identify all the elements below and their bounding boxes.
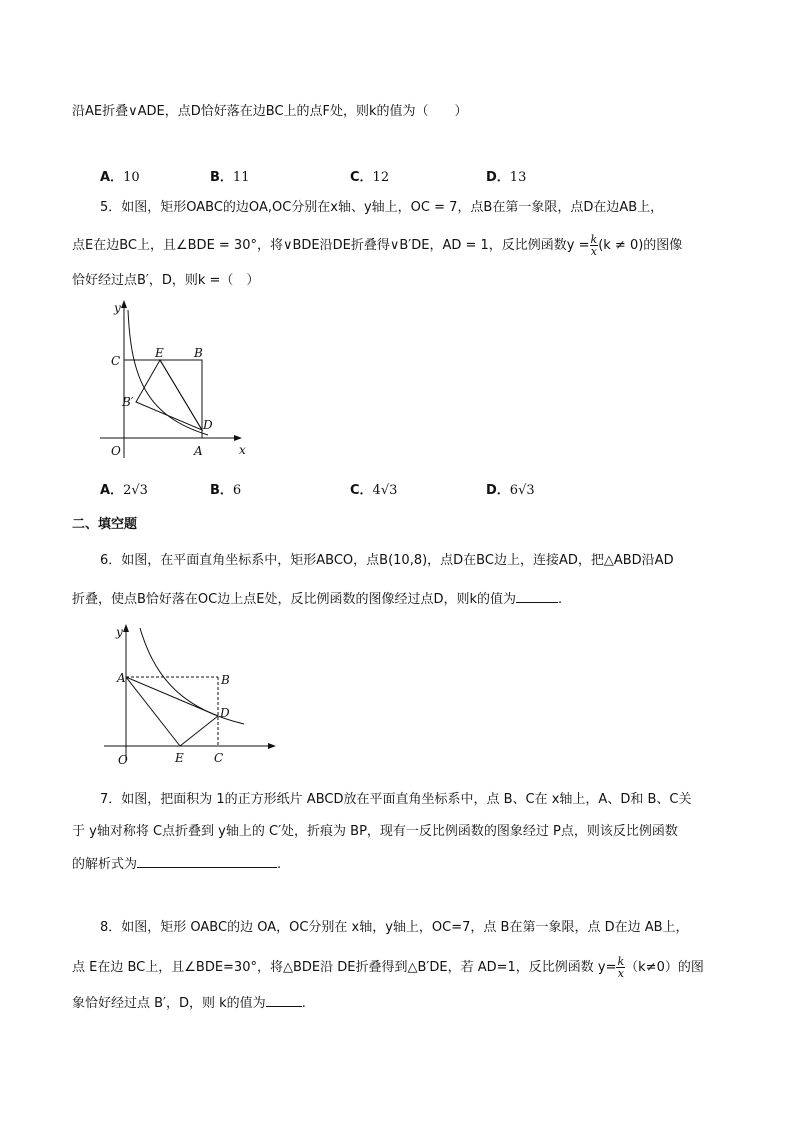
option-label: A．: [100, 170, 124, 185]
q7-line3-text: 的解析式为: [72, 857, 138, 872]
q5-fraction: [590, 234, 599, 257]
q6-answer-blank: [516, 590, 558, 603]
option-label: C．: [350, 170, 373, 185]
option-value: 10: [123, 170, 140, 185]
q8-fraction: [616, 956, 625, 979]
label-e: E: [175, 751, 184, 765]
q4-stem-text: 沿AE折叠∨ADE，点D恰好落在边BC上的点F处，则k的值为（ ）: [72, 104, 468, 119]
q5-stem-line1: 5．如图，矩形OABC的边OA,OC分别在x轴、y轴上，OC = 7，点B在第一象限，点D在边AB上，: [100, 200, 664, 215]
q5-line2-text: 点E在边BC上，且∠BDE = 30°，将∨BDE沿DE折叠得∨B′DE，AD = 1，反比例函数y =: [72, 238, 590, 253]
rectangle-oabc: [124, 360, 202, 438]
label-b: B: [221, 673, 230, 687]
y-axis-arrow: [121, 300, 127, 308]
option-label: B．: [210, 483, 233, 498]
option-label: C．: [350, 483, 373, 498]
line-ad: [126, 677, 218, 716]
q7-answer-blank: [137, 855, 277, 868]
option-label: D．: [486, 170, 510, 185]
q7-stem-line1: 7．如图，把面积为 1的正方形纸片 ABCD放在平面直角坐标系中，点 B、C在 x轴上，A、D和 B、C关: [100, 792, 692, 807]
option-label: D．: [486, 483, 510, 498]
q7-stem-line2: 于 y轴对称将 C点折叠到 y轴上的 C′处，折痕为 BP，现有一反比例函数的图象经过 P点，则该反比例函数: [72, 824, 678, 839]
label-y: y: [114, 301, 121, 315]
fraction-denominator: x: [590, 245, 597, 258]
q8-line3-text: 象恰好经过点 B′，D，则 k的值为: [72, 996, 266, 1011]
label-a: A: [194, 444, 203, 458]
q6-figure: [100, 620, 280, 768]
q5-figure: [96, 298, 256, 460]
option-value: 6: [232, 483, 242, 498]
option-value: 4√3: [372, 483, 398, 498]
section-title-fill-in: 二、填空题: [72, 517, 138, 532]
q5-option-b: [210, 479, 241, 498]
label-e: E: [155, 346, 164, 360]
fraction-denominator: x: [617, 967, 624, 980]
x-axis-arrow: [268, 743, 276, 749]
label-o: O: [111, 444, 121, 458]
x-axis-arrow: [234, 435, 242, 441]
option-value: 12: [372, 170, 390, 185]
q5-stem-line3: 恰好经过点B′，D，则k =（ ）: [72, 273, 260, 288]
q6-stem-line1: 6．如图，在平面直角坐标系中，矩形ABCO，点B(10,8)，点D在BC边上，连接AD，把△ABD沿AD: [100, 553, 674, 568]
y-axis-arrow: [123, 624, 129, 632]
label-d: D: [203, 418, 213, 432]
q8-answer-blank: [266, 994, 302, 1007]
line-ed: [180, 716, 218, 746]
label-d: D: [220, 706, 230, 720]
q6-line2-end: .: [557, 592, 563, 607]
q7-line3-end: .: [277, 857, 282, 872]
label-x: x: [239, 443, 246, 457]
q8-line2-text: 点 E在边 BC上，且∠BDE=30°，将△BDE沿 DE折叠得到△B′DE，若 AD=1，反比例函数 y=: [72, 960, 617, 975]
q5-option-c: [350, 479, 397, 498]
fraction-numerator: k: [590, 233, 598, 246]
label-c: C: [214, 751, 224, 765]
label-o: O: [118, 753, 128, 767]
q4-option-b: [210, 166, 249, 185]
q4-option-a: [100, 166, 140, 185]
label-b-prime: B′: [122, 395, 134, 409]
q8-stem-line3: [72, 994, 306, 1013]
option-label: B．: [210, 170, 233, 185]
option-label: A．: [100, 483, 124, 498]
q5-option-a: [100, 479, 148, 498]
q6-line2-text: 折叠，使点B恰好落在OC边上点E处，反比例函数的图像经过点D，则k的值为: [72, 592, 516, 607]
q8-line3-end: .: [301, 996, 306, 1011]
q6-stem-line2: [72, 590, 562, 609]
q7-stem-line3: [72, 855, 281, 874]
q8-stem-line2: [72, 956, 704, 979]
option-value: 11: [232, 170, 250, 185]
q5-stem-line2: [72, 234, 682, 257]
option-value: 6√3: [509, 483, 535, 498]
q8-line2-tail: （k≠0）的图: [625, 960, 704, 975]
q5-line2-tail: (k ≠ 0)的图像: [598, 238, 683, 253]
fraction-numerator: k: [617, 955, 625, 968]
q5-option-d: [486, 479, 535, 498]
q8-stem-line1: 8．如图，矩形 OABC的边 OA，OC分别在 x轴，y轴上，OC=7，点 B在第一象限，点 D在边 AB上，: [100, 920, 689, 935]
label-c: C: [111, 354, 121, 368]
q4-option-c: [350, 166, 389, 185]
folded-triangle: [136, 360, 202, 430]
label-b: B: [194, 346, 203, 360]
fold-line-de: [160, 360, 202, 430]
q4-option-d: [486, 166, 526, 185]
label-a: A: [117, 671, 126, 685]
option-value: 13: [509, 170, 527, 185]
option-value: 2√3: [123, 483, 148, 498]
label-y: y: [116, 625, 123, 639]
